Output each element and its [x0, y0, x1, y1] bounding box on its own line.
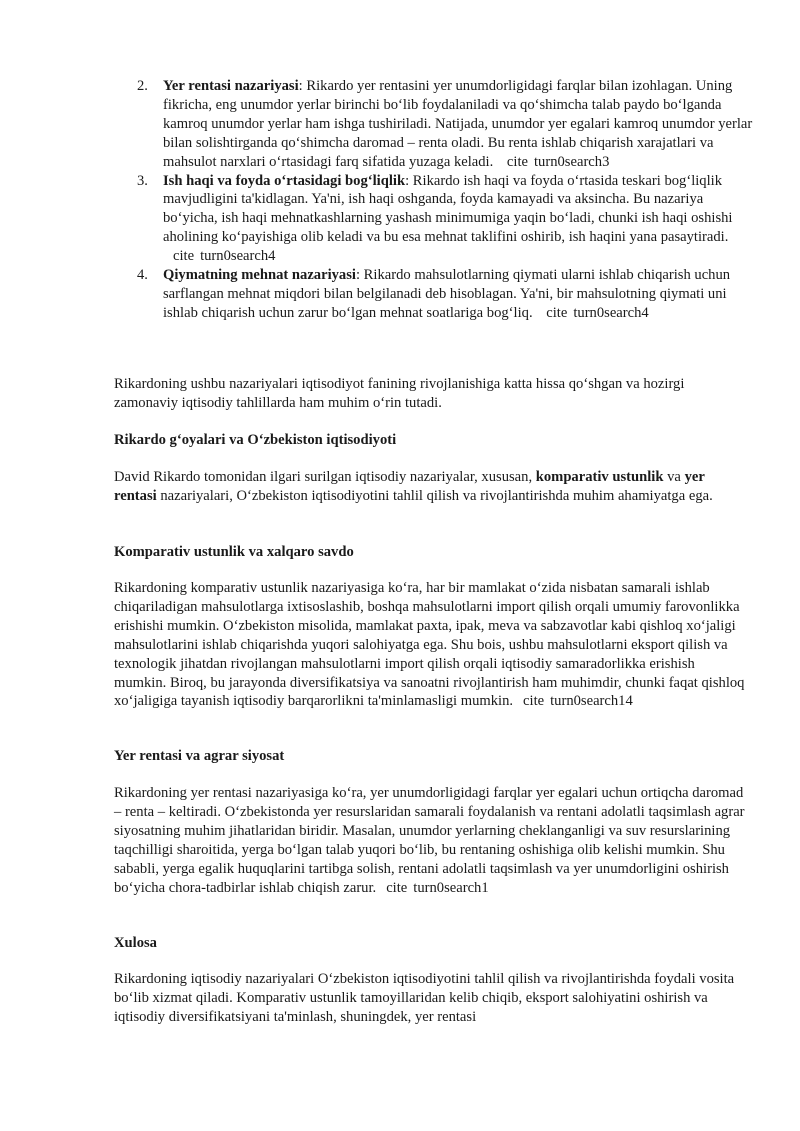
citation — [536, 305, 648, 321]
list-item — [137, 266, 757, 323]
list-item — [137, 172, 757, 267]
citation-ref: turn0search4 — [573, 304, 649, 321]
citation — [163, 248, 275, 264]
list-item-text: : Rikardo mahsulotlarning qiymati ularni ishlab chiqarish uchun sarflangan mehnat miqdori bilan belgilanadi deb hisoblagan. Ya'ni, bir mahsulotning qiymati uni ishlab chiqarish uchun zarur bo‘lgan mehnat soatlariga bog‘liq. — [163, 267, 731, 321]
citation-ref: turn0search3 — [534, 153, 610, 170]
intro-term-comparative: komparativ ustunlik — [535, 469, 664, 485]
intro-text-start: David Rikardo tomonidan ilgari surilgan iqtisodiy nazariyalar, xususan, — [114, 469, 536, 485]
summary-paragraph: Rikardoning ushbu nazariyalari iqtisodiyot fanining rivojlanishiga katta hissa qo‘shgan va hozirgi zamonaviy iqtisodiy tahlillarda ham muhim o‘rin tutadi. — [114, 376, 685, 411]
citation — [376, 880, 488, 896]
intro-text-end: nazariyalari, O‘zbekiston iqtisodiyotini tahlil qilish va rivojlantirishda muhim ahamiyatga ega. — [156, 487, 713, 504]
list-item-text: : Rikardo ish haqi va foyda o‘rtasida teskari bog‘liqlik mavjudligini ta'kidlagan. Ya'ni, ish haqi oshganda, foyda kamayadi va aksincha. Bu nazariya bo‘yicha, ish haqi mehnatkashlarning yashash minimumiga yaqin bo‘ladi, chunki ish haqi oshishi aholining ko‘payishiga olib keladi va bu esa mehnat taklifini oshirib, ish haqini yana pasaytiradi. — [163, 172, 733, 246]
citation-ref: turn0search4 — [200, 248, 276, 265]
list-item-number: 3. — [137, 172, 148, 189]
list-item — [137, 77, 757, 172]
theories-list — [137, 77, 757, 323]
list-item-term: Yer rentasi nazariyasi — [163, 78, 299, 94]
list-item-term: Ish haqi va foyda o‘rtasidagi bog‘liqlik — [163, 172, 406, 189]
list-item-text: : Rikardo yer rentasini yer unumdorligidagi farqlar bilan izohlagan. Uning fikricha, eng unumdor yerlar birinchi bo‘lib foydalaniladi va qo‘shimcha talab paydo bo‘lganda kamroq unumdor yerlar ham ishga tushiriladi. Natijada, unumdor yer egalari kamroq unumdor yerlar bilan solishtirganda qo‘shimcha daromad – renta oladi. Bu renta ishlab chiqarish xarajatlari va mahsulot narxlari o‘rtasidagi farq sifatida yuzaga keladi. — [163, 78, 753, 170]
conclusion-paragraph: Rikardoning iqtisodiy nazariyalari O‘zbekiston iqtisodiyotini tahlil qilish va rivojlantirishda foydali vosita bo‘lib xizmat qiladi. Komparativ ustunlik tamoyillaridan kelib chiqib, eksport salohiyatini oshirish va iqtisodiy diversifikatsiyani ta'minlash, shuningdek, yer rentasi — [114, 971, 735, 1025]
list-item-number: 4. — [137, 267, 148, 284]
citation-ref: turn0search1 — [413, 879, 489, 896]
trade-text: Rikardoning komparativ ustunlik nazariyasiga ko‘ra, har bir mamlakat o‘zida nisbatan samarali ishlab chiqariladigan mahsulotlarga ixtisoslashib, boshqa mahsulotlarni import qilish orqali umumiy farovonlikka erishishi mumkin. O‘zbekiston misolida, mamlakat paxta, ipak, meva va sabzavotlar kabi qishloq xo‘jaligi mahsulotlarini ishlab chiqarishda yuqori salohiyatga ega. Shu bois, ushbu mahsulotlarni eksport qilish va texnologik jihatdan rivojlangan mahsulotlarni import qilish orqali iqtisodiy samaradorlikka erishish mumkin. Biroq, bu jarayonda diversifikatsiya va sanoatni rivojlantirish ham muhimdir, chunki faqat qishloq xo‘jaligiga tayanish iqtisodiy barqarorlikni ta'minlamasligi mumkin. — [114, 580, 745, 710]
citation-ref: turn0search14 — [550, 693, 633, 710]
trade-paragraph — [114, 579, 746, 711]
list-item-term: Qiymatning mehnat nazariyasi — [163, 267, 356, 284]
citation-label: cite — [546, 304, 568, 321]
section-heading-uzbekistan: Rikardo g‘oyalari va O‘zbekiston iqtisodiyoti — [114, 432, 397, 448]
citation-label: cite — [523, 693, 545, 710]
citation-label: cite — [173, 248, 195, 265]
list-item-number: 2. — [137, 78, 148, 94]
citation — [513, 693, 633, 709]
rent-text: Rikardoning yer rentasi nazariyasiga ko‘ra, yer unumdorligidagi farqlar yer egalari uchun ortiqcha daromad – renta – keltiradi. O‘zbekistonda yer resurslaridan samarali foydalanish va rentani adolatli taqsimlash agrar siyosatning muhim jihatlaridan biridir. Masalan, unumdor yerlarning cheklanganligi va suv resurslarining taqchilligi sharoitida, yerga bo‘lgan talab yuqori bo‘lib, bu rentaning oshishiga olib kelishi mumkin. Shu sababli, yerga egalik huquqlarini tartibga solish, rentani adolatli taqsimlash va yer unumdorligini oshirish bo‘yicha chora-tadbirlar ishlab chiqish zarur. — [114, 785, 745, 896]
citation-label: cite — [506, 153, 528, 170]
intro-term-rent: yer rentasi — [114, 469, 705, 504]
citation — [497, 154, 609, 170]
section-heading-conclusion: Xulosa — [114, 935, 157, 951]
section-heading-trade: Komparativ ustunlik va xalqaro savdo — [114, 544, 354, 560]
section-heading-rent: Yer rentasi va agrar siyosat — [114, 748, 285, 764]
intro-text-and: va — [663, 469, 685, 485]
rent-paragraph — [114, 784, 746, 897]
intro-paragraph — [114, 468, 746, 506]
citation-label: cite — [386, 879, 408, 896]
